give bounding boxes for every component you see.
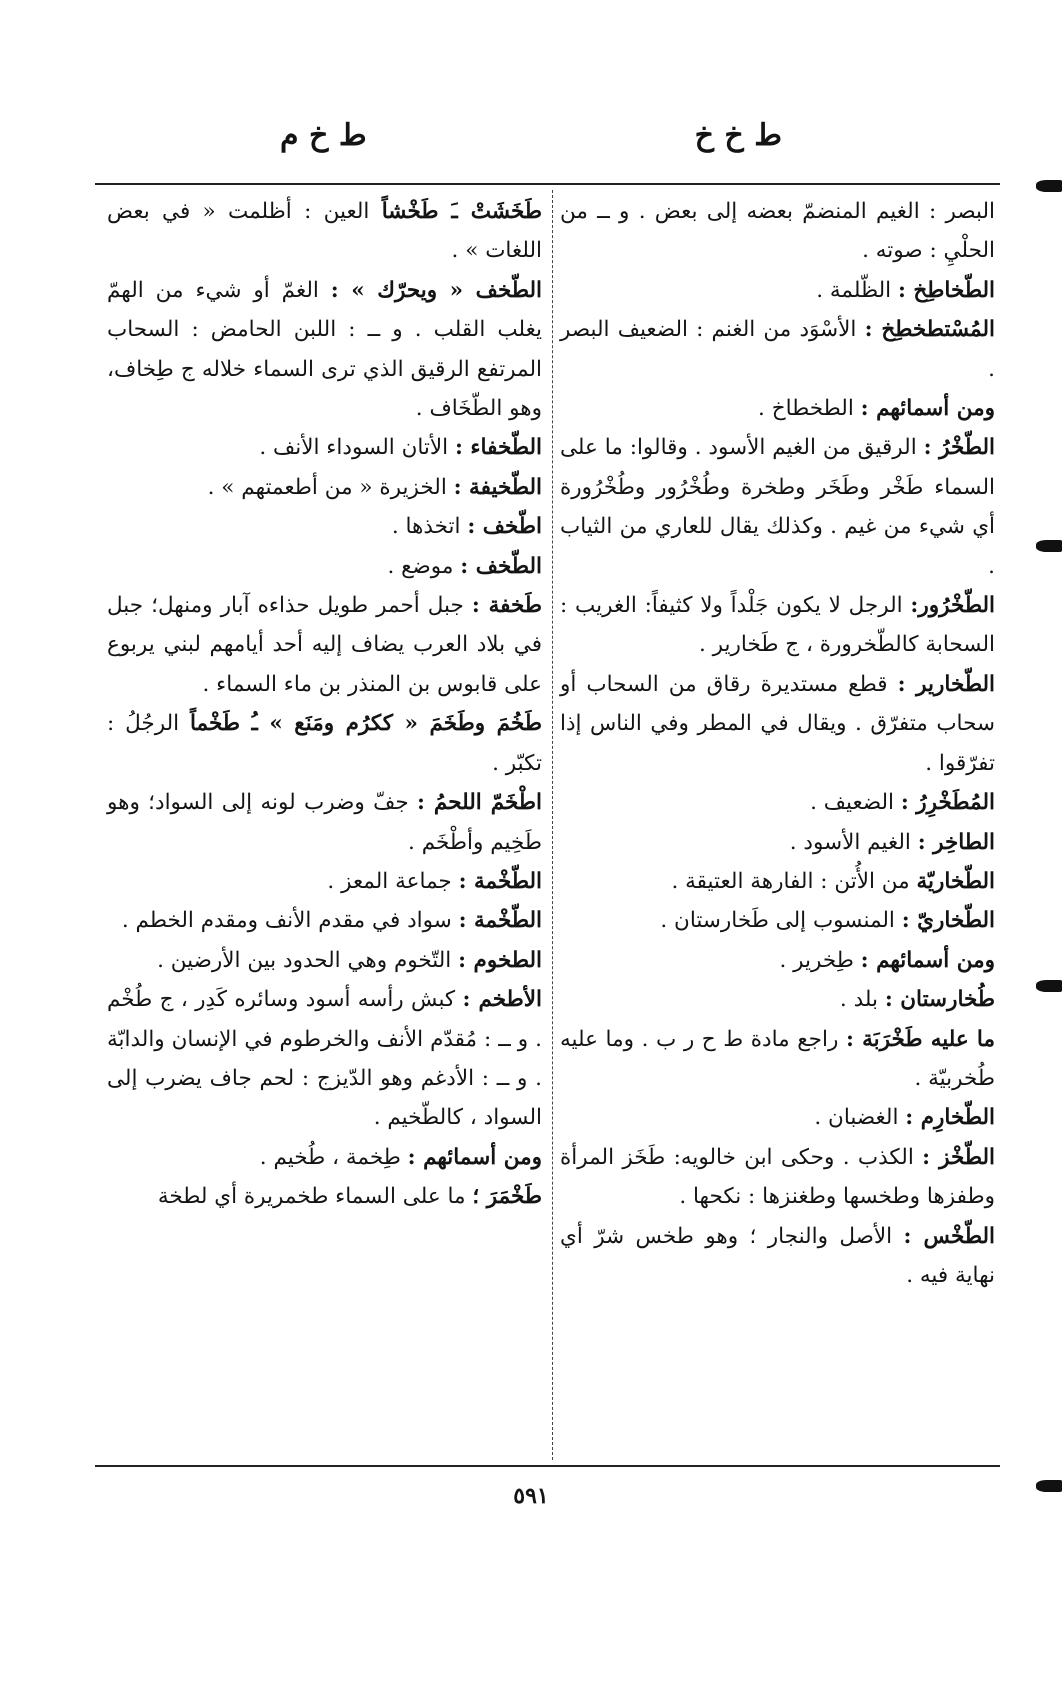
entry-definition: بلد . <box>839 987 878 1013</box>
entry-definition: الغمّ أو شيء من الهمّ يغلب القلب . و ــ : اللبن الحامض : السحاب المرتفع الرقيق الذي ترى السماء خلاله ج طِخاف، وهو الطّخَاف . <box>107 277 542 422</box>
dictionary-entry <box>107 941 542 980</box>
entry-headword: الطّخْس : <box>903 1223 995 1249</box>
entry-definition: العين : أظلمت « في بعض اللغات » . <box>107 199 542 264</box>
entry-headword: الطّخف : <box>460 553 542 579</box>
entry-definition: الغيم الأسود . <box>789 829 911 855</box>
entry-headword: الطّخارير : <box>897 671 995 697</box>
entry-definition: الكذب . وحكى ابن خالويه: طَخَز المرأة وطفزها وطخسها وطغنزها : نكحها . <box>560 1144 995 1210</box>
entry-headword: طَخَشَتْ ـَ طَخْشاً <box>381 199 542 224</box>
dictionary-entry <box>560 823 995 862</box>
entry-definition: راجع مادة ط ح ر ب . وما عليه طُخربيّة . <box>560 1026 995 1091</box>
entry-definition: سواد في مقدم الأنف ومقدم الخطم . <box>121 908 452 934</box>
entry-headword: ما عليه طَخْرَبَة : <box>845 1026 995 1052</box>
dictionary-entry <box>560 665 995 783</box>
dictionary-entry <box>107 468 542 507</box>
entry-headword: الطّخاريّة <box>916 868 995 894</box>
entry-headword: طَخفة : <box>471 593 542 619</box>
entry-definition: من الأُتن : الفارهة العتيقة . <box>671 868 910 894</box>
entry-definition: الأتان السوداء الأنف . <box>259 435 449 461</box>
dictionary-entry <box>107 1177 542 1216</box>
entry-headword: ومن أسمائهم : <box>860 947 995 973</box>
dictionary-entry <box>560 783 995 822</box>
dictionary-entry <box>107 547 542 586</box>
top-rule <box>95 183 1000 185</box>
dictionary-entry <box>560 1020 995 1099</box>
entry-definition: الأصل والنجار ؛ وهو طخس شرّ أي نهاية فيه . <box>560 1223 995 1288</box>
entry-headword: اطّخف : <box>467 514 542 540</box>
entry-definition: الرقيق من الغيم الأسود . وقالوا: ما على السماء طَخْر وطَخَر وطخرة وطُخْرُور وطُخْرُورة أي شيء من غيم . وكذلك يقال للعاري من الثياب . <box>560 435 995 579</box>
entry-headword: الطّخارِم : <box>905 1105 995 1131</box>
dictionary-entry <box>560 586 995 665</box>
entry-definition: الظّلمة . <box>816 277 892 303</box>
entry-headword: الطّخْمة : <box>458 868 542 894</box>
entry-headword: الطّخْز : <box>922 1144 995 1170</box>
scan-margin-mark <box>1036 180 1062 192</box>
dictionary-entry <box>560 428 995 586</box>
entry-headword: الطّخيفة : <box>453 474 542 500</box>
entry-headword: الطّخْرُ : <box>923 435 995 461</box>
dictionary-entry <box>560 389 995 428</box>
left-column <box>107 192 542 1217</box>
entry-headword: الطّخفاء : <box>455 435 542 461</box>
entry-definition: التّخوم وهي الحدود بين الأرضين . <box>157 947 452 973</box>
dictionary-entry <box>107 1138 542 1177</box>
entry-headword: ومن أسمائهم : <box>860 396 995 422</box>
dictionary-entry <box>560 1098 995 1137</box>
entry-definition: الطخطاخ . <box>758 396 854 422</box>
dictionary-entry <box>560 310 995 389</box>
dictionary-entry <box>560 941 995 980</box>
entry-definition: الخزيرة « من أطعمتهم » . <box>207 474 447 500</box>
dictionary-entry <box>107 980 542 1138</box>
entry-headword: الطّخْمة : <box>458 908 542 934</box>
dictionary-entry <box>107 271 542 429</box>
dictionary-entry <box>107 783 542 862</box>
scan-margin-mark <box>1036 540 1062 552</box>
dictionary-entry <box>560 1138 995 1217</box>
entry-definition: كبش رأسه أسود وسائره كَدِر ، ج طُخْم . و ــ : مُقدّم الأنف والخرطوم في الإنسان والدابّة . و ــ : الأدغم وهو الدّيزج : لحم جاف يضرب إلى السواد ، كالطّخيم . <box>107 987 542 1131</box>
entry-definition: المنسوب إلى طَخارستان . <box>660 908 895 934</box>
dictionary-entry <box>560 980 995 1019</box>
dictionary-entry <box>107 507 542 546</box>
entry-definition: جماعة المعز . <box>327 868 452 894</box>
entry-headword: الطّخْرُور: <box>910 593 995 619</box>
dictionary-entry <box>560 862 995 901</box>
entry-headword: الطّخاطِخ : <box>897 277 995 303</box>
dictionary-entry <box>107 428 542 467</box>
scan-margin-mark <box>1036 1480 1062 1492</box>
entry-headword: المُطَخْرِرُ : <box>900 790 995 816</box>
entry-definition: اتخذها . <box>391 514 461 540</box>
header-root-left: ط خ م <box>280 118 367 153</box>
entry-definition: الرجل لا يكون جَلْداً ولا كثيفاً: الغريب : السحابة كالطّخرورة ، ج طَخارير . <box>560 593 995 658</box>
entry-headword: طَخُمَ وطَخَمَ « ككرُم ومَنَع » ـُ طَخْماً <box>189 711 542 737</box>
dictionary-entry <box>107 586 542 704</box>
entry-definition: الغضبان . <box>814 1105 899 1131</box>
entry-definition: طِخرير . <box>779 947 854 973</box>
entry-definition: ما على السماء طخمريرة أي لطخة <box>157 1184 466 1210</box>
header-root-right: ط خ خ <box>694 118 782 153</box>
entry-definition: موضع . <box>387 553 454 579</box>
entry-headword: الطّخاريّ : <box>901 908 995 934</box>
entry-definition: جبل أحمر طويل حذاءه آبار ومنهل؛ جبل في بلاد العرب يضاف إليه أحد أيامهم لبني يربوع على قابوس بن المنذر بن ماء السماء . <box>107 593 542 697</box>
dictionary-entry <box>560 901 995 940</box>
entry-headword: طَخْمَرَ ؛ <box>472 1184 542 1210</box>
entry-headword: الأطخم : <box>462 987 542 1013</box>
entry-headword: اطْخَمّ اللحمُ : <box>416 790 542 816</box>
entry-definition: البصر : الغيم المنضمّ بعضه إلى بعض . و ــ من الحلْيِ : صوته . <box>560 199 995 264</box>
entry-definition: طِخمة ، طُخيم . <box>259 1144 401 1170</box>
right-column <box>560 192 995 1295</box>
dictionary-entry <box>560 1217 995 1296</box>
entry-definition: الضعيف . <box>810 790 895 816</box>
dictionary-entry <box>107 862 542 901</box>
entry-definition: قطع مستديرة رقاق من السحاب أو سحاب متفرّق . ويقال في المطر وفي الناس إذا تفرّقوا . <box>560 671 995 776</box>
dictionary-entry <box>560 271 995 310</box>
dictionary-entry <box>107 192 542 271</box>
entry-headword: المُسْتطخطِخ : <box>864 317 995 343</box>
entry-headword: طُخارستان : <box>884 987 995 1013</box>
column-divider <box>552 190 553 1460</box>
entry-definition: الأسْوَد من الغنم : الضعيف البصر . <box>560 317 995 382</box>
dictionary-entry <box>107 901 542 940</box>
entry-definition: جفّ وضرب لونه إلى السواد؛ وهو طَخِيم وأطْخَم . <box>107 790 542 855</box>
scan-margin-mark <box>1036 980 1062 992</box>
entry-headword: الطخوم : <box>458 947 542 973</box>
page-number: ٥٩١ <box>513 1483 549 1509</box>
entry-headword: الطاخِر : <box>917 829 995 855</box>
entry-headword: الطّخف « ويحرّك » : <box>330 277 542 303</box>
dictionary-entry <box>107 704 542 783</box>
bottom-rule <box>95 1465 1000 1467</box>
entry-definition: الرجُلُ : تكبّر . <box>107 711 542 776</box>
dictionary-entry <box>560 192 995 271</box>
entry-headword: ومن أسمائهم : <box>407 1144 542 1170</box>
